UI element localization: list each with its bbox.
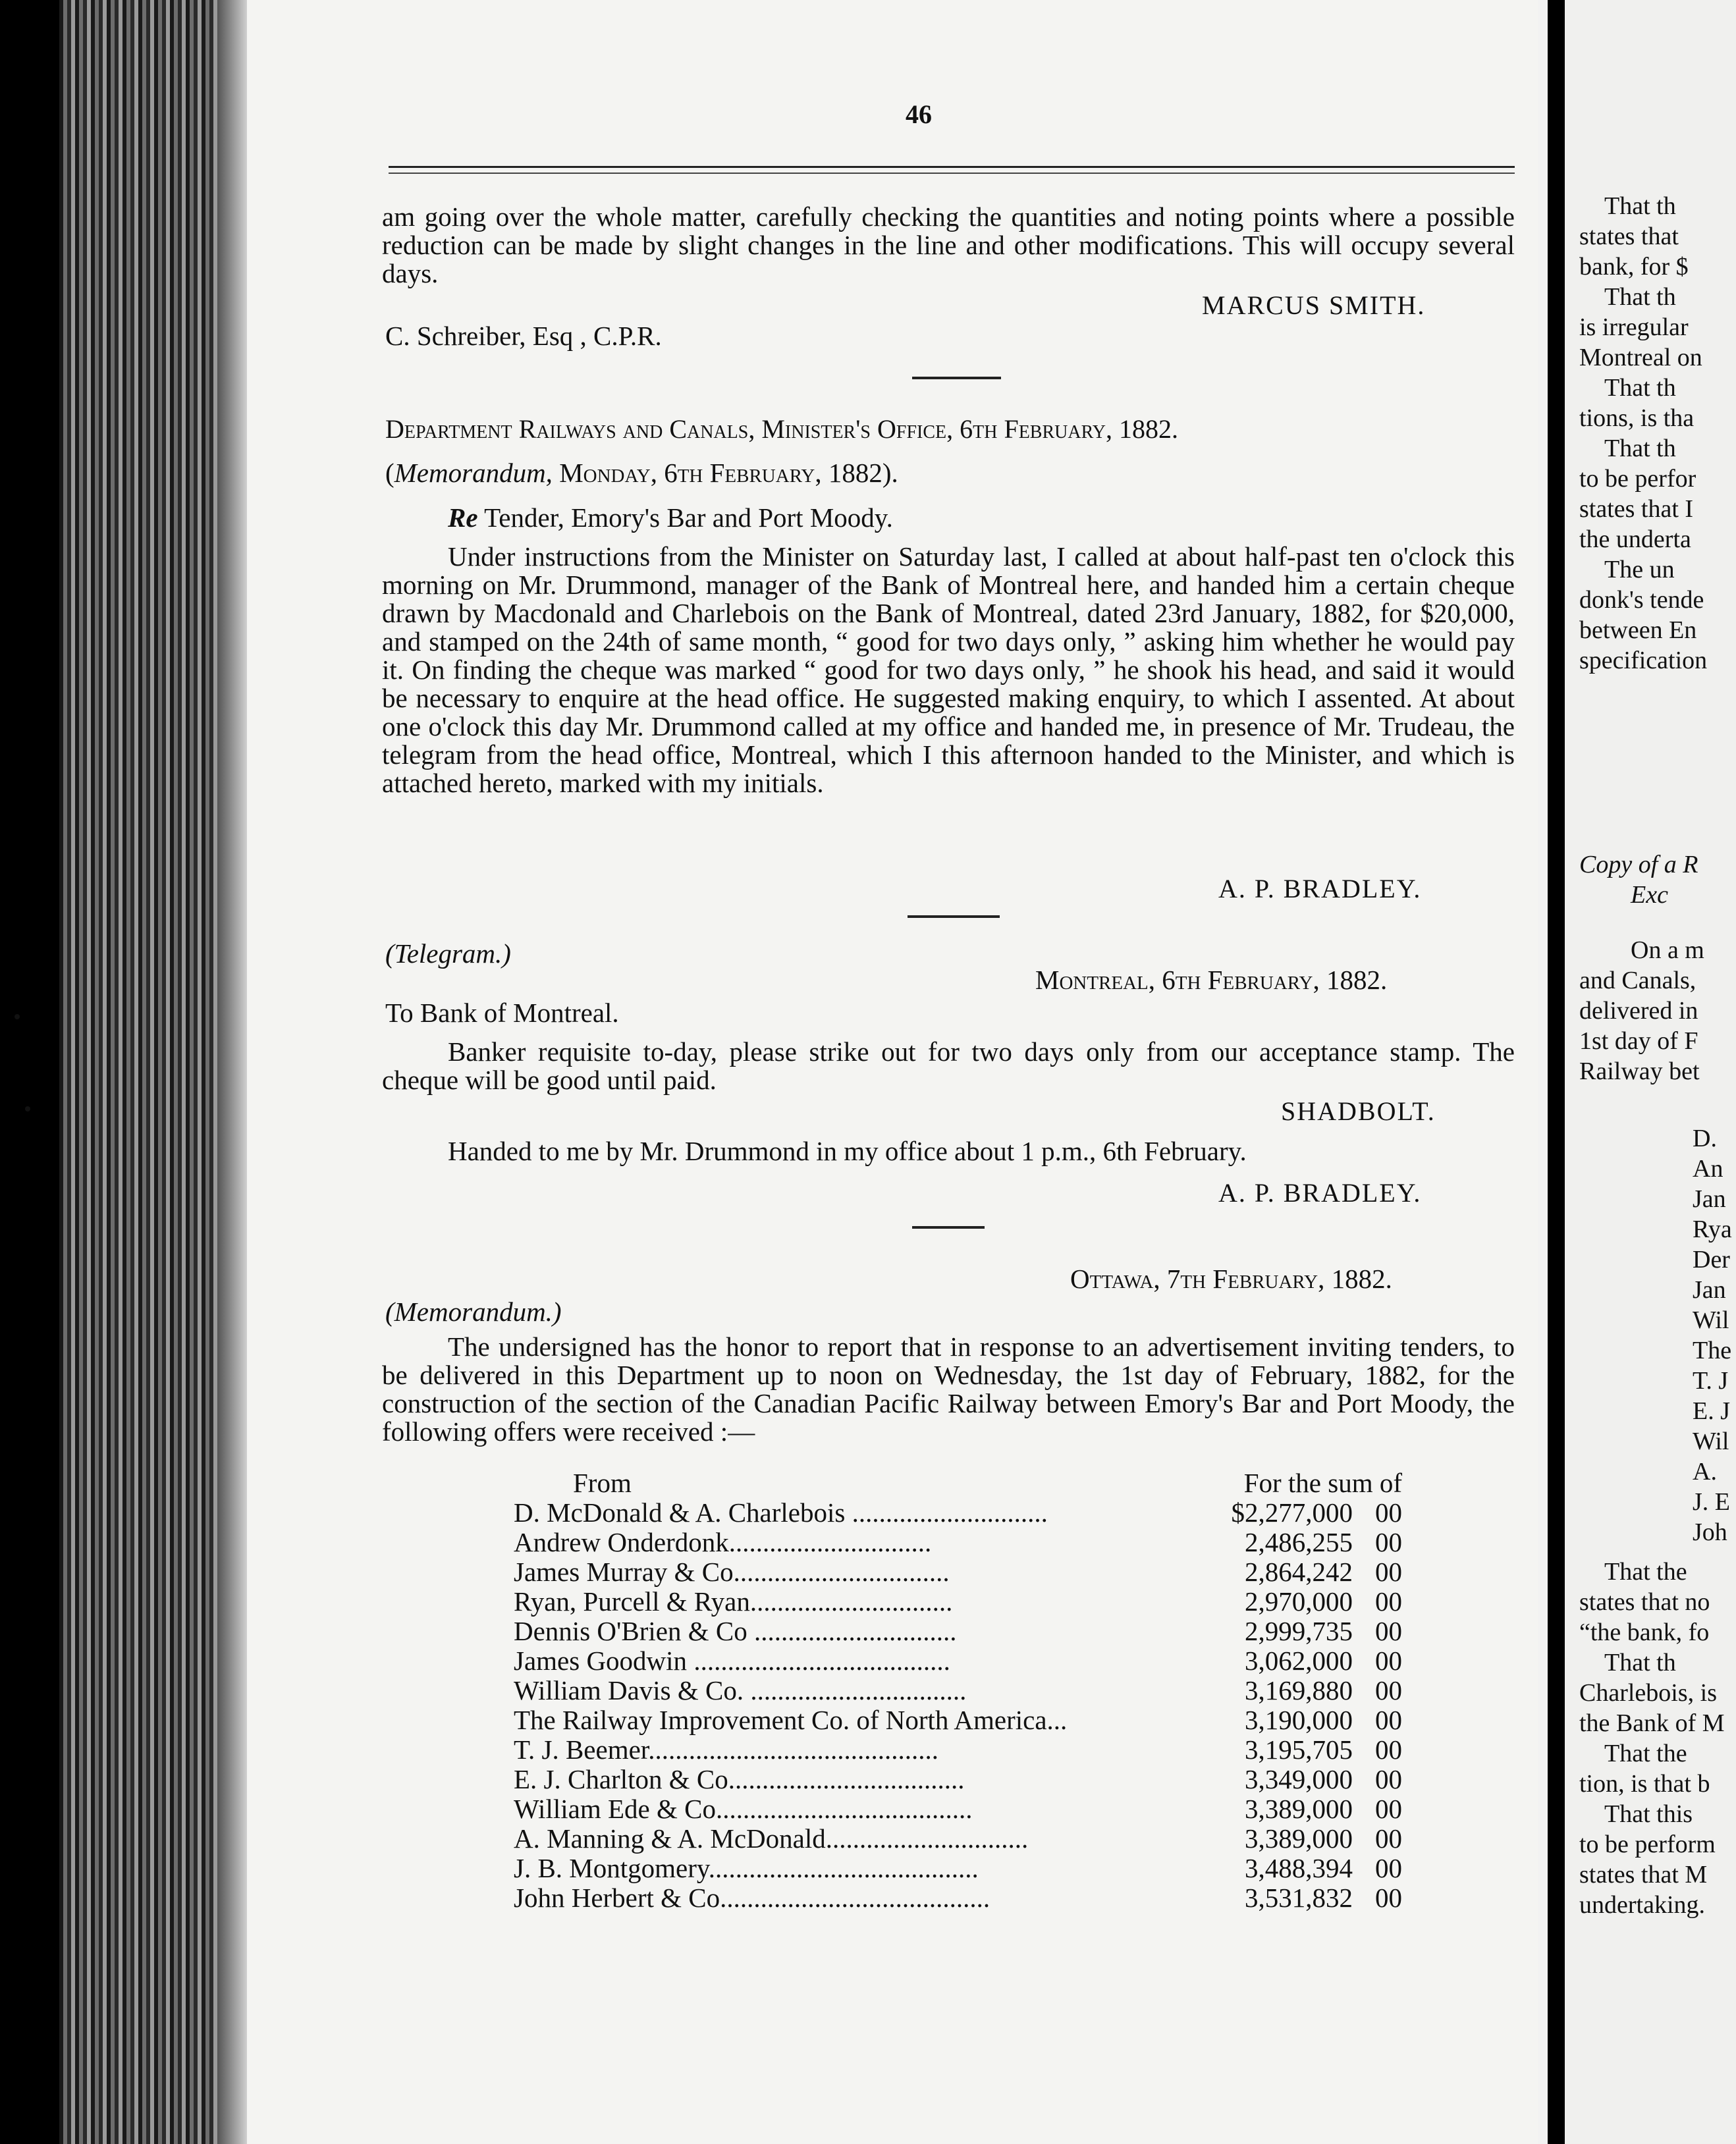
tender-amount: 3,169,880 <box>1245 1675 1353 1705</box>
page-inner-edge <box>217 0 247 2144</box>
table-row <box>514 1587 1402 1617</box>
memorandum-heading: (Memorandum, Monday, 6th February, 1882). <box>385 458 898 488</box>
adjacent-line: E. J <box>1693 1397 1730 1425</box>
leader-dots: ................................ <box>744 1675 967 1705</box>
tender-cents: 00 <box>1375 1527 1402 1557</box>
adjacent-line: delivered in <box>1579 997 1698 1025</box>
adjacent-line: That this <box>1604 1800 1693 1828</box>
tender-name-cell <box>514 1765 1207 1794</box>
tender-name-cell <box>514 1676 1207 1705</box>
tender-cents: 00 <box>1375 1823 1402 1854</box>
tender-name-cell <box>514 1735 1207 1765</box>
memorandum-date: Monday, 6th February, 1882). <box>559 458 898 488</box>
table-row <box>514 1705 1402 1735</box>
adjacent-line: Wil <box>1693 1428 1729 1455</box>
adjacent-line: to be perfor <box>1579 465 1696 493</box>
adjacent-line: bank, for $ <box>1579 253 1689 281</box>
table-row <box>514 1528 1402 1557</box>
adjacent-line: That the <box>1604 1558 1687 1586</box>
adjacent-line: to be perform <box>1579 1831 1716 1858</box>
adjacent-line: states that <box>1579 223 1679 250</box>
adjacent-line: Jan <box>1693 1276 1726 1304</box>
re-label: Re <box>448 502 478 533</box>
tender-name-cell <box>514 1557 1207 1587</box>
adjacent-line: the underta <box>1579 525 1691 553</box>
adjacent-line: the Bank of M <box>1579 1709 1725 1737</box>
leader-dots: ............................. <box>845 1497 1048 1528</box>
tenders-body <box>514 1498 1402 1913</box>
adjacent-line: Rya <box>1693 1216 1732 1243</box>
tender-amount: 2,864,242 <box>1245 1557 1353 1587</box>
tender-cents: 00 <box>1375 1557 1402 1587</box>
adjacent-line: between En <box>1579 616 1697 644</box>
adjacent-line: Charlebois, is <box>1579 1679 1717 1707</box>
tender-amount: 3,062,000 <box>1245 1646 1353 1676</box>
tender-cents: 00 <box>1375 1646 1402 1676</box>
leader-dots: ...................................... <box>715 1794 973 1824</box>
tender-name: Andrew Onderdonk <box>514 1527 729 1557</box>
table-row <box>514 1765 1402 1794</box>
section-divider <box>908 915 1000 918</box>
tender-name: Dennis O'Brien & Co <box>514 1616 747 1646</box>
leader-dots: .............................. <box>825 1823 1029 1854</box>
adjacent-line: The <box>1693 1337 1732 1364</box>
tender-cents: 00 <box>1375 1675 1402 1705</box>
scan-speck <box>25 1106 30 1112</box>
tender-name: D. McDonald & A. Charlebois <box>514 1497 846 1528</box>
adjacent-line: Der <box>1693 1246 1730 1273</box>
table-row <box>514 1735 1402 1765</box>
telegram-recipient: To Bank of Montreal. <box>385 998 619 1028</box>
leader-dots: ... <box>1046 1705 1068 1735</box>
tender-cents: 00 <box>1375 1853 1402 1883</box>
table-row <box>514 1883 1402 1913</box>
tender-name-cell <box>514 1705 1207 1735</box>
adjacent-line: The un <box>1604 556 1675 583</box>
adjacent-line: 1st day of F <box>1579 1027 1698 1055</box>
table-row <box>514 1854 1402 1883</box>
tender-name-cell <box>514 1498 1207 1528</box>
signature-shadbolt: SHADBOLT. <box>1281 1096 1436 1126</box>
table-row <box>514 1646 1402 1676</box>
tender-cents: 00 <box>1375 1705 1402 1735</box>
leader-dots: ........................................... <box>648 1734 938 1765</box>
table-row <box>514 1676 1402 1705</box>
adjacent-line: is irregular <box>1579 313 1689 341</box>
adjacent-line: On a m <box>1631 936 1704 964</box>
tender-amount: 3,349,000 <box>1245 1764 1353 1794</box>
table-row <box>514 1794 1402 1824</box>
tender-amount: 3,190,000 <box>1245 1705 1353 1735</box>
adjacent-line: Joh <box>1693 1518 1727 1546</box>
adjacent-line: Railway bet <box>1579 1058 1700 1085</box>
adjacent-line: That th <box>1604 192 1676 220</box>
adjacent-line: A. <box>1693 1458 1717 1486</box>
leader-dots: .............................. <box>749 1586 953 1617</box>
tender-amount: 3,488,394 <box>1245 1853 1353 1883</box>
adjacent-line: Jan <box>1693 1185 1726 1213</box>
telegram-label: (Telegram.) <box>385 938 511 969</box>
adjacent-line: Exc <box>1631 881 1668 909</box>
adjacent-line: That th <box>1604 374 1676 402</box>
signature-marcus-smith: MARCUS SMITH. <box>1202 290 1426 320</box>
table-row <box>514 1824 1402 1854</box>
adjacent-line: undertaking. <box>1579 1891 1706 1919</box>
department-heading: Department Railways and Canals, Minister's Office, 6th February, 1882. <box>385 414 1178 444</box>
section-divider <box>912 377 1001 379</box>
signature-bradley: A. P. BRADLEY. <box>1218 1178 1422 1208</box>
tender-amount: 3,389,000 <box>1245 1823 1353 1854</box>
addressee: C. Schreiber, Esq , C.P.R. <box>385 321 662 351</box>
re-text: Tender, Emory's Bar and Port Moody. <box>484 502 893 533</box>
leader-dots: ...................................... <box>687 1646 950 1676</box>
tender-amount: 3,389,000 <box>1245 1794 1353 1824</box>
scan-center-edge <box>1548 0 1565 2144</box>
leader-dots: ................................ <box>733 1557 950 1587</box>
adjacent-line: specification <box>1579 647 1708 674</box>
tender-name: James Murray & Co <box>514 1557 734 1587</box>
adjacent-line: That th <box>1604 435 1676 462</box>
adjacent-line: J. E <box>1693 1488 1730 1516</box>
tender-name-cell <box>514 1794 1207 1824</box>
column-header-sum: For the sum of <box>1243 1468 1402 1498</box>
tender-name-cell <box>514 1854 1207 1883</box>
handed-note: Handed to me by Mr. Drummond in my office about 1 p.m., 6th February. <box>448 1136 1247 1166</box>
tender-amount: 2,486,255 <box>1245 1527 1353 1557</box>
scan-speck <box>14 1014 20 1019</box>
adjacent-line: That th <box>1604 283 1676 311</box>
tender-name-cell <box>514 1528 1207 1557</box>
tender-name-cell <box>514 1824 1207 1854</box>
tender-amount: 3,195,705 <box>1245 1734 1353 1765</box>
tender-cents: 00 <box>1375 1586 1402 1617</box>
section-divider <box>912 1226 985 1229</box>
memorandum-label-2: (Memorandum.) <box>385 1297 562 1327</box>
tender-name-cell <box>514 1646 1207 1676</box>
tender-name: J. B. Montgomery <box>514 1853 709 1883</box>
tender-name: James Goodwin <box>514 1646 688 1676</box>
leader-dots: ........................................ <box>720 1883 990 1913</box>
adjacent-line: An <box>1693 1155 1723 1183</box>
adjacent-line: Wil <box>1693 1306 1729 1334</box>
tenders-table <box>514 1468 1402 1913</box>
leader-dots: .............................. <box>747 1616 957 1646</box>
adjacent-line: states that no <box>1579 1588 1710 1616</box>
tender-name: William Davis & Co. <box>514 1675 744 1705</box>
column-header-from: From <box>573 1468 632 1498</box>
paragraph-bradley: Under instructions from the Minister on Saturday last, I called at about half-past ten o'clock this morning on Mr. Drummond, manager of the Bank of Montreal here, and handed him a certain cheque drawn by Macdonald and Charlebois on the Bank of Montreal, dated 23rd January, 1882, for $20,000, and stamped on the 24th of same month, “ good for two days only, ” asking him whether he would pay it. On finding the cheque was marked “ good for two days only, ” he shook his head, and said it would be necessary to enquire at the head office. He suggested making enquiry, to which I assented. At about one o'clock this day Mr. Drummond called at my office and handed me, in presence of Mr. Trudeau, the telegram from the head office, Montreal, which I this afternoon handed to the Minister, and which is attached hereto, marked with my initials. <box>382 541 1515 798</box>
tender-name: John Herbert & Co <box>514 1883 720 1913</box>
tender-amount: $2,277,000 <box>1231 1497 1353 1528</box>
table-row <box>514 1617 1402 1646</box>
leader-dots: ................................... <box>728 1764 965 1794</box>
adjacent-line: T. J <box>1693 1367 1729 1395</box>
tender-cents: 00 <box>1375 1764 1402 1794</box>
paragraph-continuation: am going over the whole matter, carefully checking the quantities and noting points where a possible reduction can be made by slight changes in the line and other modifications. This will occupy several days. <box>382 201 1515 288</box>
memorandum-label: Memorandum, <box>394 458 553 488</box>
table-row <box>514 1498 1402 1528</box>
tender-name: William Ede & Co <box>514 1794 716 1824</box>
tender-amount: 2,970,000 <box>1245 1586 1353 1617</box>
adjacent-line: tions, is tha <box>1579 404 1695 432</box>
page-number: 46 <box>906 99 932 129</box>
tender-name: The Railway Improvement Co. of North America <box>514 1705 1047 1735</box>
table-row <box>514 1557 1402 1587</box>
paragraph-tenders: The undersigned has the honor to report that in response to an advertisement inviting tenders, to be delivered in this Department up to noon on Wednesday, the 1st day of February, 1882, for the construction of the section of the Canadian Pacific Railway between Emory's Bar and Port Moody, the following offers were received :— <box>382 1331 1515 1447</box>
header-rule <box>389 173 1515 174</box>
leader-dots: ........................................ <box>708 1853 979 1883</box>
tender-name-cell <box>514 1587 1207 1617</box>
adjacent-line: states that I <box>1579 495 1694 523</box>
ottawa-dateline: Ottawa, 7th February, 1882. <box>1070 1264 1392 1294</box>
adjacent-line: “the bank, fo <box>1579 1619 1710 1646</box>
re-line <box>448 502 893 533</box>
telegram-dateline: Montreal, 6th February, 1882. <box>1035 965 1388 995</box>
adjacent-line: tion, is that b <box>1579 1770 1710 1798</box>
tender-name-cell <box>514 1617 1207 1646</box>
tender-cents: 00 <box>1375 1883 1402 1913</box>
tender-amount: 2,999,735 <box>1245 1616 1353 1646</box>
tender-name-cell <box>514 1883 1207 1913</box>
signature-bradley: A. P. BRADLEY. <box>1218 874 1422 903</box>
table-header-row <box>514 1468 1402 1498</box>
tender-cents: 00 <box>1375 1794 1402 1824</box>
telegram-body: Banker requisite to-day, please strike out for two days only from our acceptance stamp. The cheque will be good until paid. <box>382 1036 1515 1095</box>
header-rule <box>389 166 1515 168</box>
book-spine <box>59 0 231 2144</box>
adjacent-line: Montreal on <box>1579 344 1702 371</box>
adjacent-line: D. <box>1693 1125 1717 1152</box>
tender-name: T. J. Beemer <box>514 1734 649 1765</box>
tender-cents: 00 <box>1375 1734 1402 1765</box>
tender-name: Ryan, Purcell & Ryan <box>514 1586 750 1617</box>
tender-name: E. J. Charlton & Co <box>514 1764 728 1794</box>
tender-amount: 3,531,832 <box>1245 1883 1353 1913</box>
adjacent-line: states that M <box>1579 1861 1708 1889</box>
adjacent-line: Copy of a R <box>1579 851 1698 878</box>
tender-cents: 00 <box>1375 1497 1402 1528</box>
tender-cents: 00 <box>1375 1616 1402 1646</box>
adjacent-line: and Canals, <box>1579 967 1696 994</box>
adjacent-line: donk's tende <box>1579 586 1704 614</box>
adjacent-page <box>1565 0 1736 2144</box>
adjacent-line: That the <box>1604 1740 1687 1767</box>
adjacent-line: That th <box>1604 1649 1676 1676</box>
tender-name: A. Manning & A. McDonald <box>514 1823 826 1854</box>
leader-dots: .............................. <box>728 1527 932 1557</box>
